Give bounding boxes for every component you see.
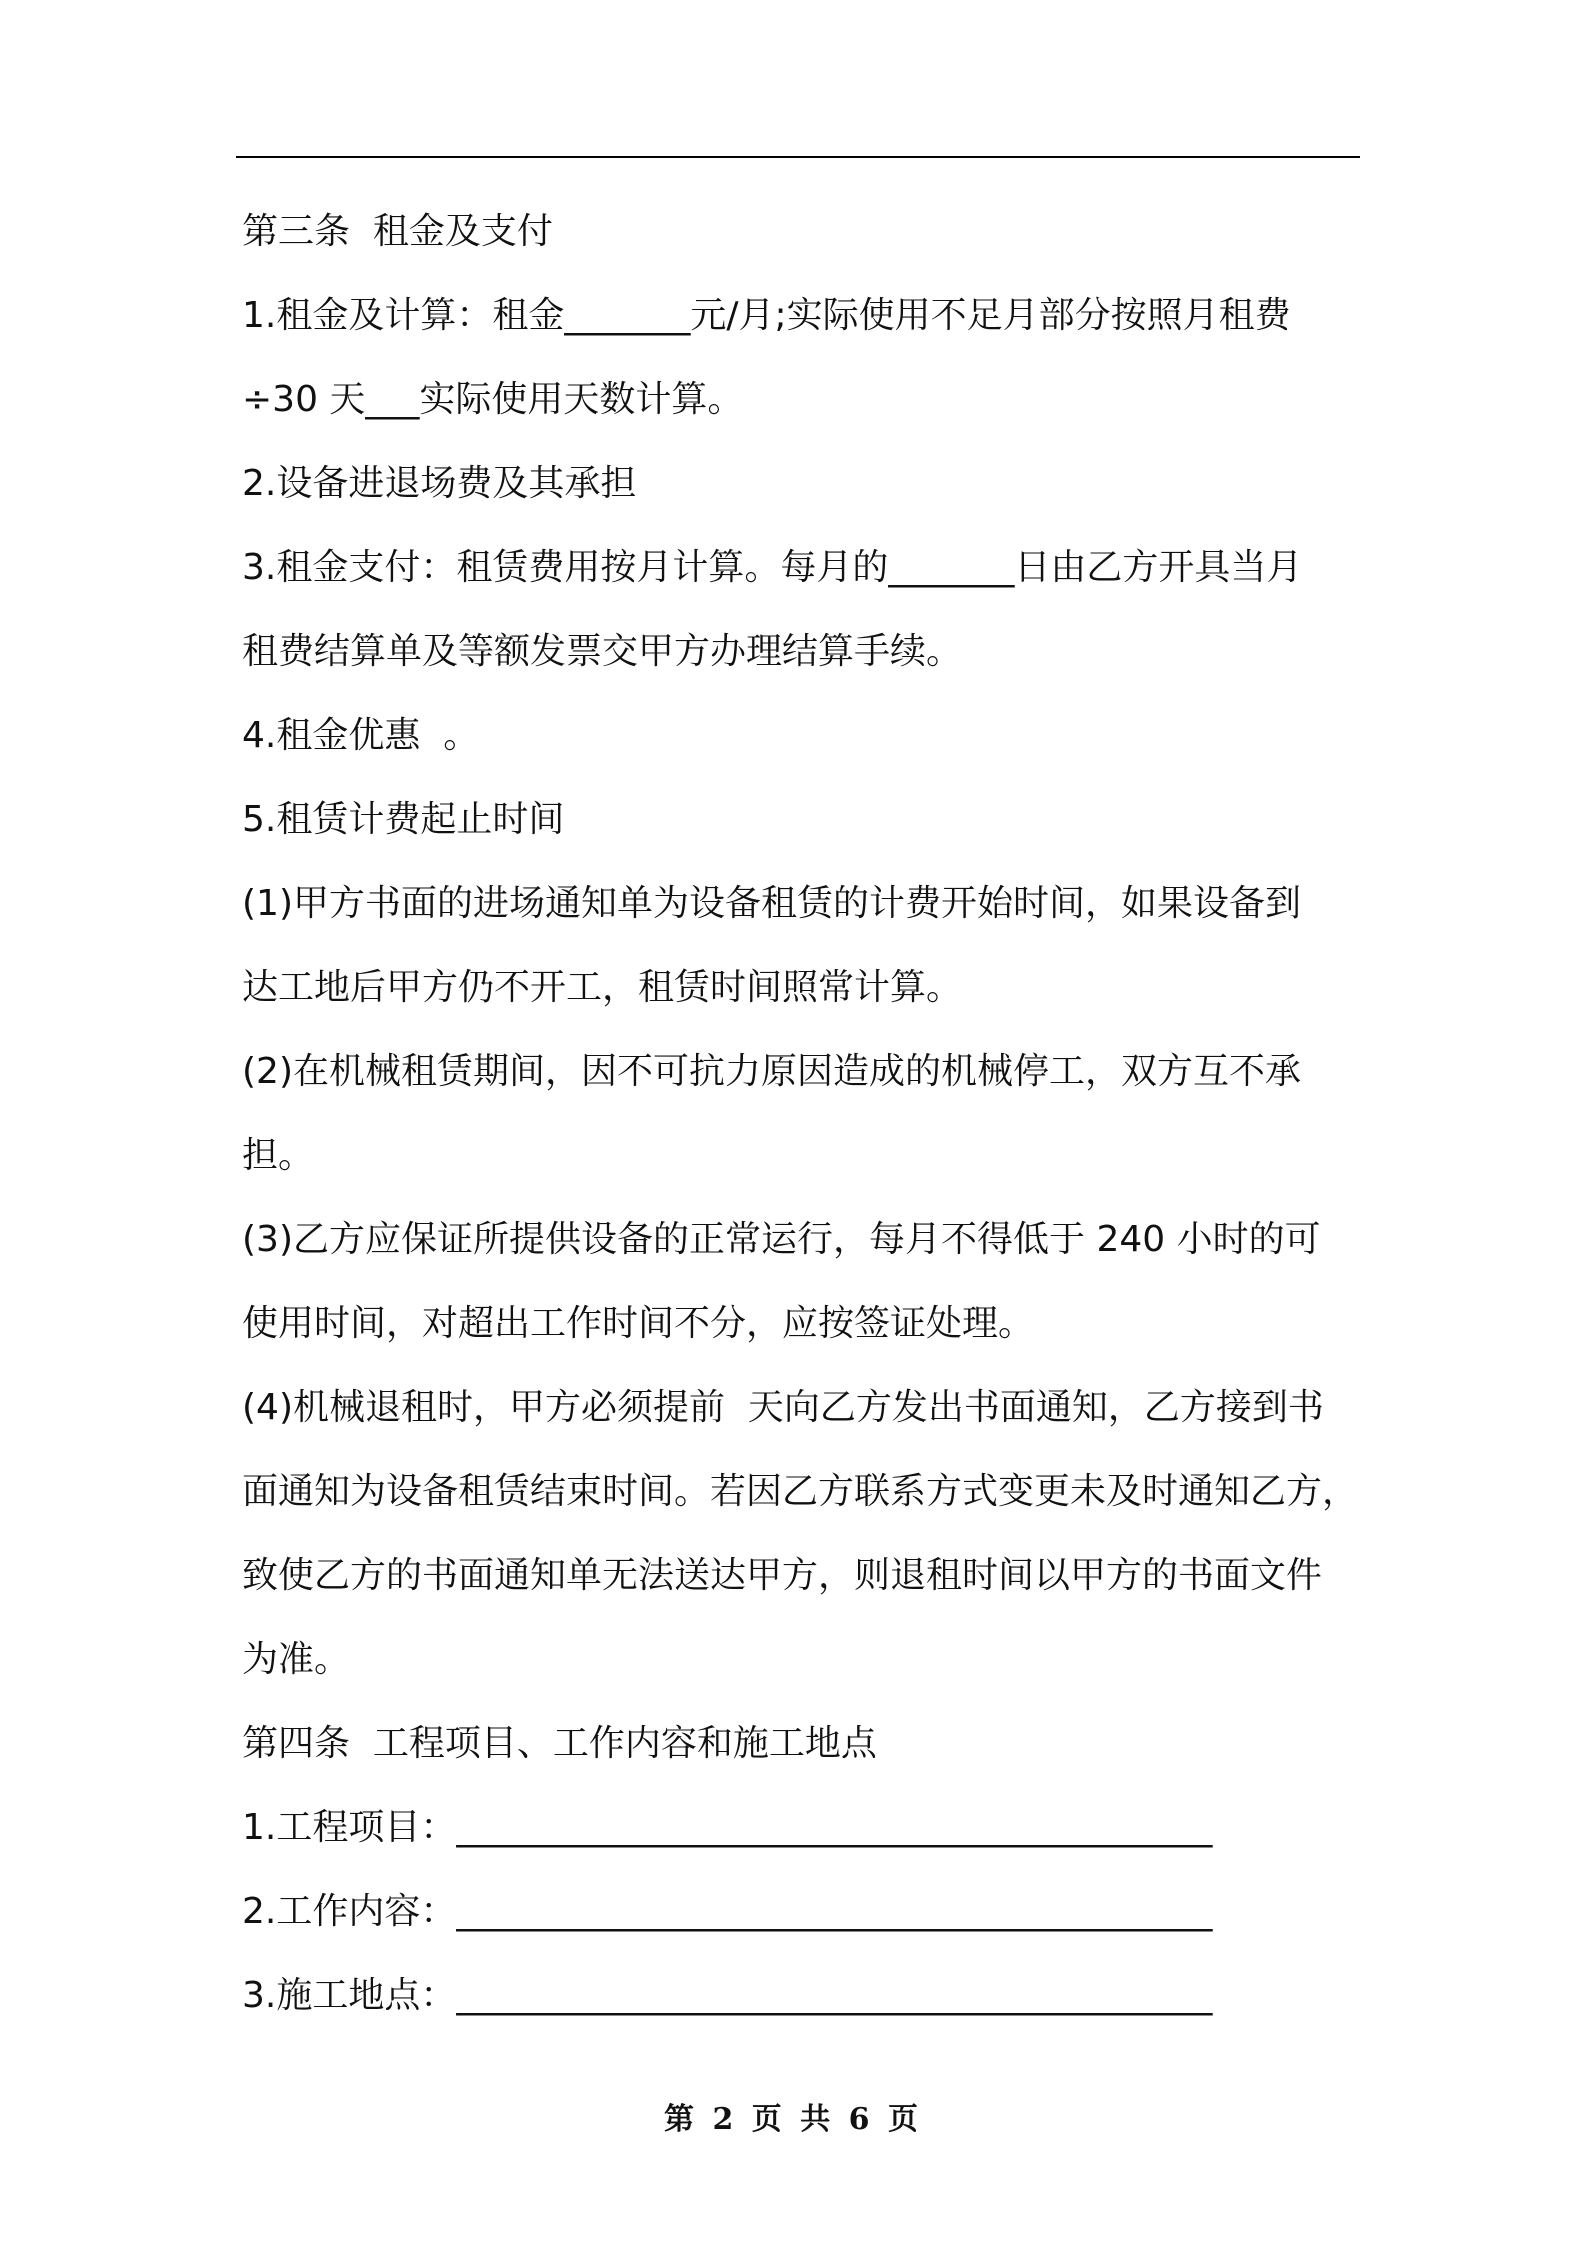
text-line: 面通知为设备租赁结束时间。若因乙方联系方式变更未及时通知乙方， (242, 1471, 1359, 1512)
article-4-heading: 第四条 工程项目、工作内容和施工地点 (242, 1723, 877, 1764)
text-line: 达工地后甲方仍不开工，租赁时间照常计算。 (242, 967, 963, 1008)
text-line: 1.租金及计算：租金_______元/月;实际使用不足月部分按照月租费 (242, 295, 1291, 336)
article-3-heading: 第三条 租金及支付 (242, 211, 553, 252)
text-line: 3.施工地点：__________________________________________ (242, 1975, 1213, 2016)
text-line: 5.租赁计费起止时间 (242, 799, 565, 840)
text-line: ÷30 天___实际使用天数计算。 (242, 379, 744, 420)
text-line: (3)乙方应保证所提供设备的正常运行，每月不得低于 240 小时的可 (242, 1219, 1321, 1260)
text-line: (2)在机械租赁期间，因不可抗力原因造成的机械停工，双方互不承 (242, 1051, 1301, 1092)
text-line: (4)机械退租时，甲方必须提前 天向乙方发出书面通知，乙方接到书 (242, 1387, 1324, 1428)
text-line: 3.租金支付：租赁费用按月计算。每月的_______日由乙方开具当月 (242, 547, 1303, 588)
text-line: 致使乙方的书面通知单无法送达甲方，则退租时间以甲方的书面文件 (242, 1555, 1323, 1596)
text-line: 2.工作内容：__________________________________________ (242, 1891, 1213, 1932)
text-line: (1)甲方书面的进场通知单为设备租赁的计费开始时间，如果设备到 (242, 883, 1301, 924)
page-number-footer: 第 2 页 共 6 页 (664, 2102, 922, 2137)
text-line: 4.租金优惠 。 (242, 715, 480, 756)
text-line: 1.工程项目：__________________________________________ (242, 1807, 1213, 1848)
text-line: 担。 (242, 1135, 315, 1176)
header-rule (236, 156, 1360, 158)
text-line: 2.设备进退场费及其承担 (242, 463, 637, 504)
text-line: 为准。 (242, 1639, 351, 1680)
text-line: 租费结算单及等额发票交甲方办理结算手续。 (242, 631, 963, 672)
text-line: 使用时间，对超出工作时间不分，应按签证处理。 (242, 1303, 1035, 1344)
document-body (242, 190, 1382, 2038)
